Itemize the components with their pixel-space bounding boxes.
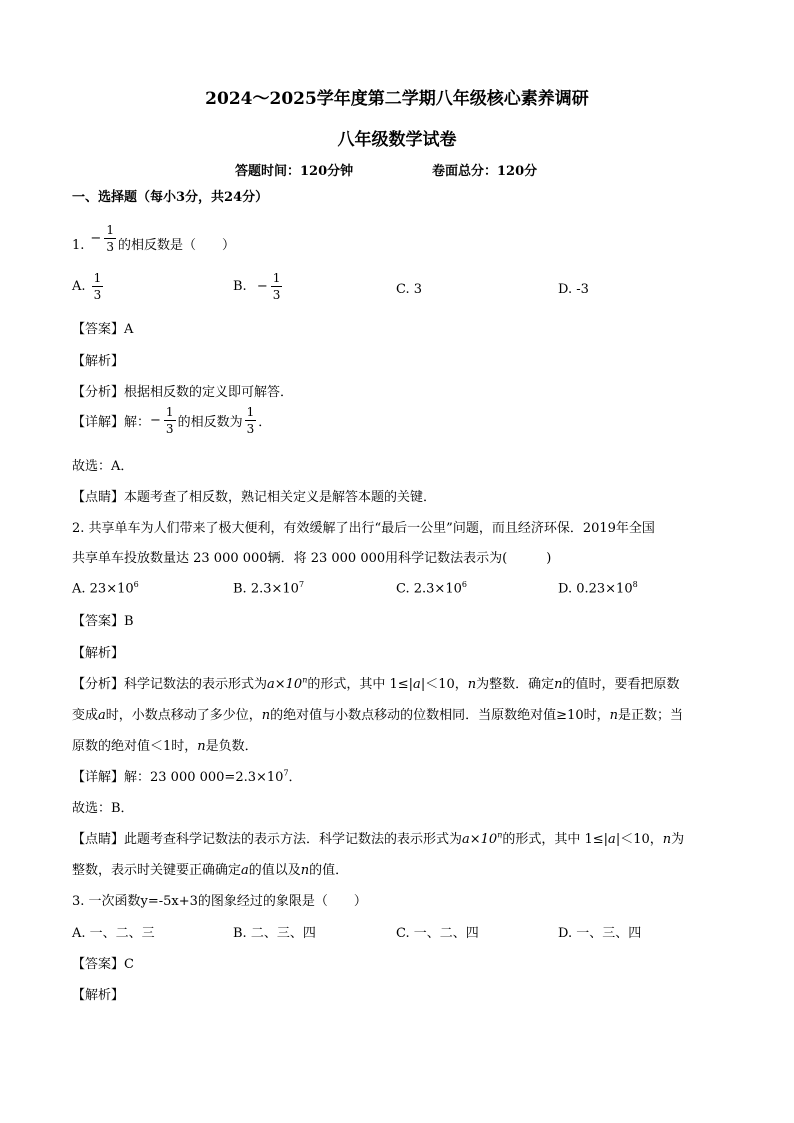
- analysis-1: 【解析】: [72, 354, 125, 369]
- question-2-line2: 共享单车投放数量达 23 000 000辆．将 23 000 000用科学记数法表示为( ): [72, 551, 552, 566]
- comment-2-line2: 整数，表示时关键要正确确定a的值以及n的值．: [72, 863, 349, 878]
- analysis-2: 【解析】: [72, 646, 125, 661]
- answer-1: 【答案】A: [72, 322, 134, 337]
- option-b: B. $2.3\times 10^7$: [233, 580, 305, 597]
- question-3: 3. 一次函数y=-5x+3的图象经过的象限是（ ）: [72, 894, 367, 909]
- question-2-line1: 2. 共享单车为人们带来了极大便利，有效缓解了出行“最后一公里”问题，而且经济环保．2019年全国: [72, 521, 655, 536]
- fenxi-2-line1: 【分析】科学记数法的表示形式为$a\times 10^n$的形式，其中 1≤|a|＜10，n为整数．确定n的值时，要看把原数: [72, 675, 680, 692]
- choose-2: 故选：B．: [72, 801, 134, 816]
- option-d: D. 一、三、四: [558, 926, 642, 941]
- option-c: C. $2.3\times 10^6$: [396, 580, 467, 597]
- option-b: B. − $\frac{1}{3}$: [233, 271, 281, 302]
- analysis-3: 【解析】: [72, 988, 125, 1003]
- option-b: B. 二、三、四: [233, 926, 316, 941]
- comment-2-line1: 【点睛】此题考查科学记数法的表示方法．科学记数法的表示形式为$a\times 10^n$的形式，其中 1≤|a|＜10，n为: [72, 830, 685, 847]
- option-c: C. 3: [396, 282, 423, 297]
- fraction: $\frac{1}{3}$: [106, 223, 114, 254]
- exam-score: 卷面总分：120分: [432, 164, 538, 179]
- option-a: A. $\frac{1}{3}$: [72, 271, 102, 302]
- question-1: 1. − $\frac{1}{3}$ 的相反数是（ ）: [72, 216, 235, 253]
- exam-title: 2024～2025学年度第二学期八年级核心素养调研: [205, 89, 589, 109]
- exam-subtitle: 八年级数学试卷: [337, 130, 457, 150]
- fenxi-2-line3: 原数的绝对值＜1时，n是负数．: [72, 739, 258, 754]
- option-a: A. $23\times 10^6$: [72, 580, 139, 597]
- question-number: 1.: [72, 238, 85, 253]
- answer-3: 【答案】C: [72, 957, 134, 972]
- fenxi-2-line2: 变成a时，小数点移动了多少位，n的绝对值与小数点移动的位数相同．当原数绝对值≥10时，n是正数；当: [72, 708, 683, 723]
- detail-1: 【详解】解：− $\frac{1}{3}$ 的相反数为 $\frac{1}{3}$ ．: [72, 405, 272, 436]
- section-heading: 一、选择题（每小3分，共24分）: [72, 190, 269, 205]
- option-d: D. -3: [558, 282, 589, 297]
- option-c: C. 一、二、四: [396, 926, 479, 941]
- detail-2: 【详解】解：23 000 $000=2.3\times 10^7$．: [72, 768, 302, 785]
- question-text: 的相反数是（ ）: [117, 238, 235, 253]
- answer-2: 【答案】B: [72, 614, 134, 629]
- option-a: A. 一、二、三: [72, 926, 155, 941]
- option-d: D. $0.23\times 10^8$: [558, 580, 638, 597]
- exam-time: 答题时间：120分钟: [235, 164, 354, 179]
- fenxi-1: 【分析】根据相反数的定义即可解答．: [72, 385, 294, 400]
- comment-1: 【点睛】本题考查了相反数，熟记相关定义是解答本题的关键．: [72, 490, 437, 505]
- choose-1: 故选：A．: [72, 459, 134, 474]
